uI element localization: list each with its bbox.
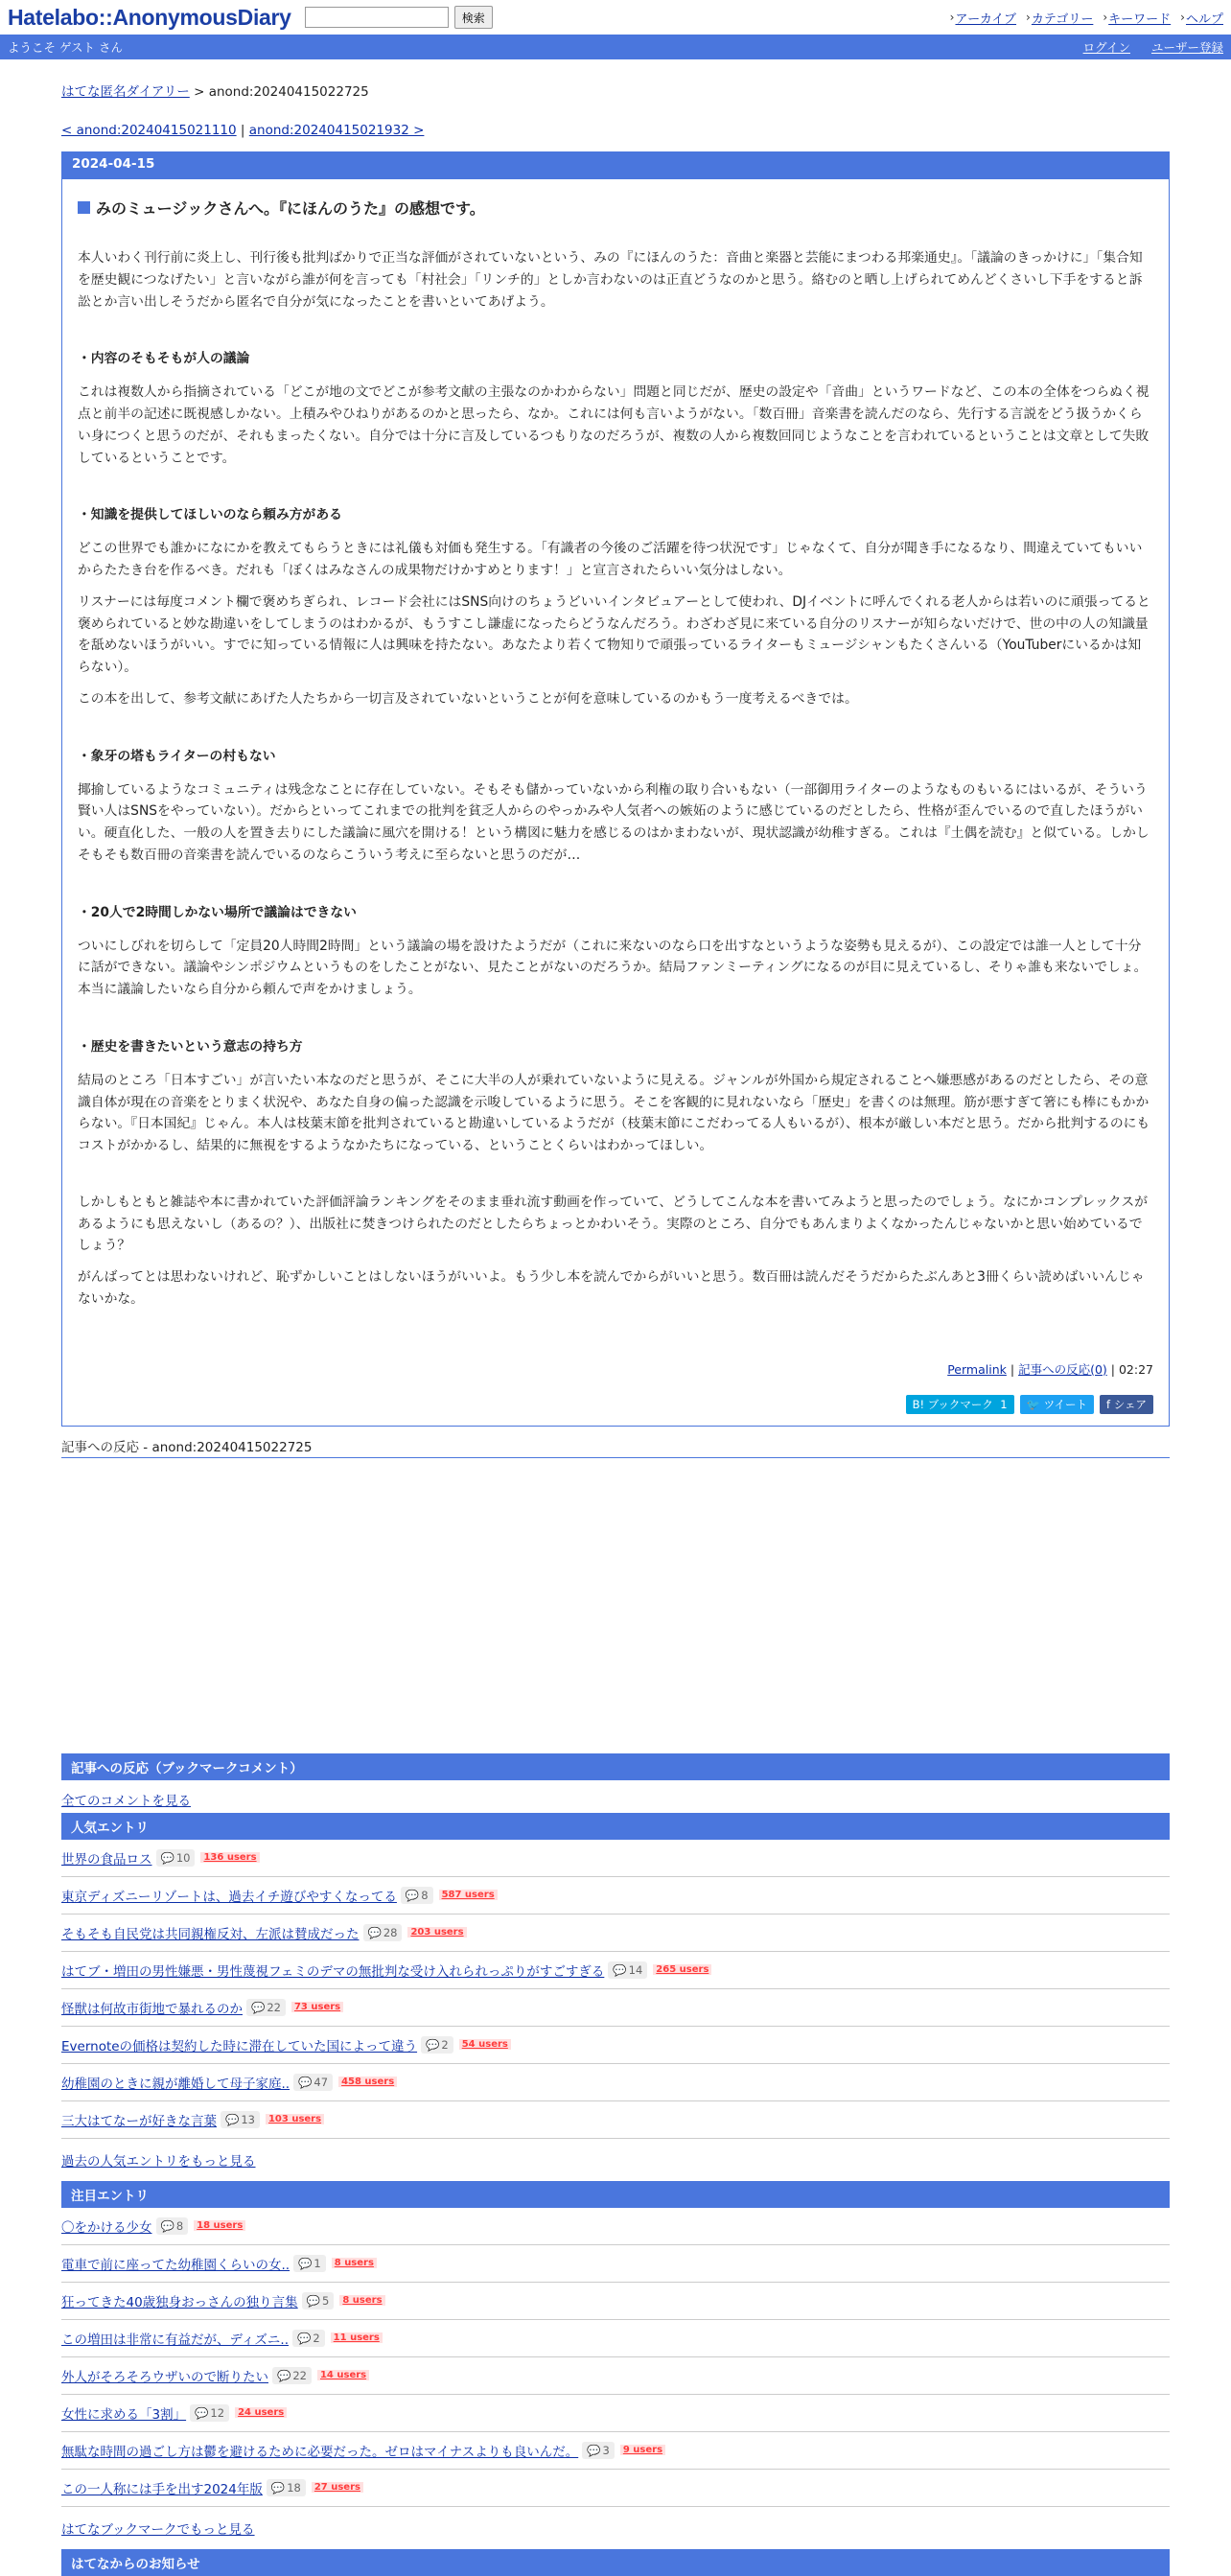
comment-count[interactable]: 💬 12 — [190, 2404, 229, 2422]
entry-title-text: みのミュージックさんへ。『にほんのうた』の感想です。 — [96, 199, 485, 218]
comment-count[interactable]: 💬 22 — [246, 1999, 286, 2016]
breadcrumb-separator: > — [194, 84, 205, 100]
entry-link[interactable]: 女性に求める「3割」 — [61, 2406, 187, 2423]
users-badge[interactable]: 265 users — [653, 1964, 711, 1975]
entry-paragraph: しかしもともと雑誌や本に書かれていた評価評論ランキングをそのまま垂れ流す動画を作っていて、どうしてこんな本を書いてみようと思ったのでしょう。なにかコンプレックスがあるようにも思えないし（あるの？）、出版社に焚きつけられたのだとしたらちょっとかわいそう。実際のところ、自分でもあんまりよくなかったんじゃないかと思い始めているでしょう？ — [78, 1194, 1149, 1254]
comment-count[interactable]: 💬 8 — [156, 2217, 189, 2235]
entry-paragraph: リスナーには毎度コメント欄で褒めちぎられ、レコード会社にはSNS向けのちょうどいいインタビュアーとして使われ、DJイベントに呼んでくれる老人からは若いのに頑張ってると褒められていると妙な勘違いをしてしまうのはわかるが、もうすこし謙虚になったらどうなんだろう。わざわざ見に来ている自分のリスナーが知らないだけで、世の中の人の知識量を舐めないほうがいい。すでに知っている情報に人は興味を持たない。あなたより若くて物知りで頑張っているライターもミュージシャンもたくさんいる（YouTuberにいるかは知らない）。 — [78, 593, 1150, 675]
entry-paragraph: これは複数人から指摘されている「どこが地の文でどこが参考文献の主張なのかわからない」問題と同じだが、歴史の設定や「音曲」というワードなど、この本の全体をつらぬく視点と前半の記述に既視感しかない。上積みやひねりがあるのかと思ったら、なか。これには何も言いようがない。「数百冊」音楽書を読んだのなら、先行する言説をどう扱うかくらい身につくと思うのだが、それもまったくない。自分では十分に言及しているつもりなのだろうが、複数の人から複数回同じようなことを言われているということは文章として失敗しているということです。 — [78, 384, 1150, 466]
nav-keyword[interactable]: › キーワード — [1103, 11, 1172, 27]
comment-count[interactable]: 💬 5 — [302, 2292, 335, 2309]
popular-entries-heading: 人気エントリ — [61, 1813, 1170, 1840]
users-badge[interactable]: 27 users — [312, 2482, 363, 2493]
list-item — [61, 2027, 1170, 2064]
entry-link[interactable]: 〇をかける少女 — [61, 2219, 152, 2236]
responses-heading: 記事への反応 - anond:20240415022725 — [61, 1436, 1170, 1458]
chevron-right-icon: › — [1026, 11, 1031, 24]
users-badge[interactable]: 458 users — [338, 2077, 397, 2087]
nav-help[interactable]: › ヘルプ — [1180, 11, 1223, 27]
list-item — [61, 2432, 1170, 2470]
comment-count[interactable]: 💬 28 — [363, 1924, 403, 1941]
entry-link[interactable]: Evernoteの価格は契約した時に滞在していた国によって違う — [61, 2038, 418, 2054]
comment-bubble-icon: 💬 — [587, 2443, 601, 2457]
entry-subheading: ・知識を提供してほしいのなら頼み方がある — [78, 507, 342, 523]
entry-link[interactable]: この増田は非常に有益だが、ディズニ.. — [61, 2332, 290, 2348]
diary-day — [61, 151, 1170, 1427]
entry-link[interactable]: 狂ってきた40歳独身おっさんの独り言集 — [61, 2294, 298, 2310]
more-popular-link[interactable]: 過去の人気エントリをもっと見る — [61, 2153, 256, 2170]
comment-bubble-icon: 💬 — [195, 2405, 209, 2420]
entry-link[interactable]: はてブ・増田の男性嫌悪・男性蔑視フェミのデマの無批判な受け入れられっぷりがすごすぎる — [61, 1963, 605, 1980]
footer-separator: | — [1010, 1361, 1015, 1377]
users-badge[interactable]: 11 users — [331, 2332, 383, 2343]
footer-separator: | — [1110, 1361, 1115, 1377]
users-badge[interactable]: 136 users — [200, 1852, 259, 1863]
comment-bubble-icon: 💬 — [160, 2218, 174, 2233]
top-header — [0, 0, 1231, 35]
notable-entries-heading: 注目エントリ — [61, 2181, 1170, 2208]
search-input[interactable] — [305, 7, 449, 28]
comment-bubble-icon: 💬 — [306, 2293, 321, 2308]
bookmark-count: 1 — [1000, 1397, 1008, 1411]
entry-paragraph: この本を出して、参考文献にあげた人たちから一切言及されていないということが何を意味しているのかもう一度考えるべきでは。 — [78, 690, 858, 707]
users-badge[interactable]: 9 users — [620, 2445, 665, 2455]
entry-link[interactable]: 怪獣は何故市街地で暴れるのか — [61, 2001, 243, 2017]
entry-time: 02:27 — [1118, 1361, 1153, 1377]
nav-category[interactable]: › カテゴリー — [1026, 11, 1094, 27]
comment-count[interactable]: 💬 8 — [401, 1887, 433, 1904]
chevron-right-icon: › — [1180, 11, 1185, 24]
comment-count[interactable]: 💬 2 — [292, 2330, 325, 2347]
users-badge[interactable]: 54 users — [459, 2039, 511, 2050]
list-item — [61, 1915, 1170, 1952]
entry-link[interactable]: この一人称には手を出す2024年版 — [61, 2481, 263, 2497]
facebook-icon: f — [1106, 1397, 1111, 1411]
comment-bubble-icon: 💬 — [277, 2368, 291, 2382]
list-item — [61, 1989, 1170, 2027]
top-nav — [950, 9, 1223, 27]
list-item — [61, 2064, 1170, 2101]
entry-subheading: ・内容のそもそもが人の議論 — [78, 351, 250, 367]
chevron-right-icon: › — [949, 11, 955, 24]
comment-count[interactable]: 💬 1 — [293, 2255, 326, 2272]
comment-bubble-icon: 💬 — [225, 2112, 240, 2126]
comment-count[interactable]: 💬 47 — [293, 2074, 333, 2091]
comment-count[interactable]: 💬 22 — [272, 2367, 312, 2384]
list-item — [61, 2320, 1170, 2357]
entry-link[interactable]: 電車で前に座ってた幼稚園くらいの女.. — [61, 2257, 290, 2273]
list-item — [61, 1840, 1170, 1877]
paragraph-gap — [78, 1167, 1153, 1192]
entry-paragraph: がんばってとは思わないけれど、恥ずかしいことはしないほうがいいよ。もう少し本を読んでからがいいと思う。数百冊は読んだそうだからたぶんあと3冊くらい読めばいいんじゃないかな。 — [78, 1269, 1145, 1307]
entry-paragraph: 結局のところ「日本すごい」が言いたい本なのだと思うが、そこに大半の人が乗れていないように見える。ジャンルが外国から規定されることへ嫌悪感があるのだとしたら、その意識自体が現在の音楽をとりまく状況や、あなた自身の偏った認識を示唆しているように思う。そこを客観的に見れないなら「歴史」を書くのは無理。筋が悪すぎて箸にも棒にもかからない。『日本国紀』じゃん。本人は枝葉末節を批判されていると勘違いしているようだが（枝葉末節にこだわってる人もいるが）、根本が厳しい本だと思う。だから批判するのにもコストがかかるし、結果的に無視をするようなかたちになっている、ということくらいはわかってほしい。 — [78, 1072, 1150, 1153]
entry-link[interactable]: 幼稚園のときに親が離婚して母子家庭.. — [61, 2076, 290, 2092]
comment-bubble-icon: 💬 — [367, 1925, 382, 1939]
login-link[interactable]: ログイン — [1082, 40, 1130, 55]
entry-link[interactable]: 三大はてなーが好きな言葉 — [61, 2113, 217, 2129]
tweet-button[interactable]: 🐦 ツイート — [1020, 1395, 1094, 1414]
comment-count[interactable]: 💬 3 — [582, 2442, 615, 2459]
search-button[interactable]: 検索 — [454, 6, 493, 29]
hatena-bookmark-button[interactable] — [906, 1395, 1014, 1414]
welcome-bar — [0, 35, 1231, 59]
entry-subheading: ・象牙の塔もライターの村もない — [78, 748, 276, 764]
comment-count[interactable]: 💬 2 — [421, 2036, 453, 2054]
next-entry-link[interactable]: anond:20240415021932 > — [248, 123, 425, 138]
notable-entries-list — [61, 2208, 1170, 2507]
comment-bubble-icon: 💬 — [298, 2075, 313, 2089]
more-bookmark-link[interactable]: はてなブックマークでもっと見る — [61, 2521, 255, 2538]
list-item — [61, 2357, 1170, 2395]
comment-count[interactable]: 💬 18 — [267, 2479, 306, 2496]
list-item — [61, 2283, 1170, 2320]
entry-footer — [78, 1360, 1153, 1378]
comment-count[interactable]: 💬 14 — [608, 1961, 647, 1979]
entry-link[interactable]: そもそも自民党は共同親権反対、左派は賛成だった — [61, 1926, 360, 1942]
permalink[interactable]: Permalink — [947, 1361, 1007, 1377]
prev-entry-link[interactable]: < anond:20240415021110 — [61, 123, 237, 138]
users-badge[interactable]: 14 users — [317, 2370, 369, 2380]
list-item — [61, 2101, 1170, 2139]
bookmark-comments-heading: 記事への反応（ブックマークコメント） — [61, 1753, 1170, 1780]
entry-section — [62, 197, 1169, 1414]
comment-bubble-icon: 💬 — [426, 2037, 440, 2052]
comment-bubble-icon: 💬 — [405, 1888, 420, 1902]
pager-separator: | — [240, 123, 245, 138]
all-comments-link[interactable]: 全てのコメントを見る — [61, 1793, 191, 1809]
nav-archive[interactable]: › アーカイブ — [949, 11, 1017, 27]
users-badge[interactable]: 24 users — [235, 2407, 287, 2418]
bookmark-label: B! ブックマーク — [912, 1397, 993, 1411]
users-badge[interactable]: 8 users — [339, 2295, 384, 2306]
list-item — [61, 1952, 1170, 1989]
entry-link[interactable]: 東京ディズニーリゾートは、過去イチ遊びやすくなってる — [61, 1889, 397, 1905]
users-badge[interactable]: 73 users — [291, 2002, 343, 2012]
list-item — [61, 1877, 1170, 1915]
list-item — [61, 2395, 1170, 2432]
users-badge[interactable]: 8 users — [332, 2258, 377, 2268]
list-item — [61, 2245, 1170, 2283]
entry-paragraph: 本人いわく刊行前に炎上し、刊行後も批判ばかりで正当な評価がされていないという、みの『にほんのうた：音曲と楽器と芸能にまつわる邦楽通史』。「議論のきっかけに」「集合知を歴史観につなげたい」と言いながら誰が何を言っても「村社会」「リンチ的」としか言わないのは正直どうなのかと思う。絡むのと晒し上げられてめんどくさいし下手をすると訴訟とか言い出しそうだから匿名で自分が気になったことを書いといてあげよう。 — [78, 250, 1143, 310]
entry-paragraph: 揶揄しているようなコミュニティは残念なことに存在していない。そもそも儲かっていないから利権の取り合いもない（一部御用ライターのようなものもいるにはいるが、そういう賢い人はSNSをやっていない）。だからといってこれまでの批判を貧乏人からのやっかみや人気者への嫉妬のように感じているのだとしたら、性格が歪んでいるので直したほうがいい。硬直化した、一般の人を置き去りにした議論に風穴を開ける！という構図に魅力を感じるのはかまわないが、現状認識が幼稚すぎる。これは『土偶を読む』と似ている。しかしそもそも数百冊の音楽書を読んでいるのならこういう考えに至らないと思うのだが… — [78, 781, 1150, 863]
entry-subheading: ・20人で2時間しかない場所で議論はできない — [78, 904, 357, 920]
entry-pager — [61, 123, 1170, 138]
users-badge[interactable]: 203 users — [407, 1927, 466, 1938]
entry-paragraph: どこの世界でも誰かになにかを教えてもらうときには礼儀も対価も発生する。「有識者の今後のご活躍を待つ状況です」じゃなくて、自分が聞き手になるなり、間違えていてもいいからたたき台を作るべき。だれも「ぼくはみなさんの成果物だけかすめとります！」と宣言されたらいい気分はしない。 — [78, 541, 1143, 578]
register-link[interactable]: ユーザー登録 — [1150, 40, 1223, 55]
comment-bubble-icon: 💬 — [613, 1962, 627, 1977]
entry-subheading: ・歴史を書きたいという意志の持ち方 — [78, 1038, 303, 1055]
site-logo[interactable]: Hatelabo::AnonymousDiary — [8, 4, 291, 30]
entry-paragraph: ついにしびれを切らして「定員20人時間2時間」という議論の場を設けたようだが（これに来ないのなら口を出すなというような姿勢も見えるが）、この設定では誰一人として十分に話ができない。議論やシンポジウムというものをしたことがない、見たことがないのだろうか。結局ファンミーティングになるのが目に見えているし、そりゃ誰も来ないでしょ。本当に議論したいなら自分から頼んで声をかけましょう。 — [78, 938, 1148, 997]
breadcrumb — [61, 81, 1170, 100]
users-badge[interactable]: 587 users — [439, 1890, 498, 1900]
breadcrumb-home[interactable]: はてな匿名ダイアリー — [61, 84, 190, 100]
chevron-right-icon: › — [1103, 11, 1108, 24]
breadcrumb-current: anond:20240415022725 — [208, 84, 369, 100]
comment-bubble-icon: 💬 — [297, 2331, 312, 2345]
twitter-bird-icon: 🐦 — [1026, 1397, 1040, 1411]
share-buttons — [78, 1395, 1153, 1414]
list-item — [61, 2208, 1170, 2245]
main-content — [61, 81, 1170, 2576]
users-badge[interactable]: 103 users — [266, 2114, 324, 2124]
users-badge[interactable]: 18 users — [194, 2220, 245, 2231]
comment-bubble-icon: 💬 — [298, 2256, 313, 2270]
entry-link[interactable]: 世界の食品ロス — [61, 1851, 152, 1868]
comment-bubble-icon: 💬 — [251, 2000, 266, 2014]
welcome-text: ようこそ ゲスト さん — [8, 40, 123, 55]
entry-link[interactable]: 外人がそろそろウザいので断りたい — [61, 2369, 268, 2385]
hatena-news-heading: はてなからのお知らせ — [61, 2549, 1170, 2576]
entry-title — [78, 197, 1153, 219]
list-item — [61, 2470, 1170, 2507]
bookmark-comments-section — [61, 1753, 1170, 2576]
comment-count[interactable]: 💬 13 — [221, 2111, 260, 2128]
entry-link[interactable]: 無駄な時間の過ごし方は鬱を避けるために必要だった。ゼロはマイナスよりも良いんだ。 — [61, 2444, 579, 2460]
facebook-share-button[interactable]: f シェア — [1100, 1395, 1153, 1414]
popular-entries-list — [61, 1840, 1170, 2139]
title-square-icon — [78, 201, 90, 214]
reactions-link[interactable]: 記事への反応(0) — [1018, 1361, 1107, 1377]
comment-bubble-icon: 💬 — [160, 1850, 174, 1865]
comment-count[interactable]: 💬 10 — [156, 1849, 196, 1867]
comment-bubble-icon: 💬 — [270, 2480, 286, 2495]
day-date: 2024-04-15 — [62, 152, 1169, 179]
